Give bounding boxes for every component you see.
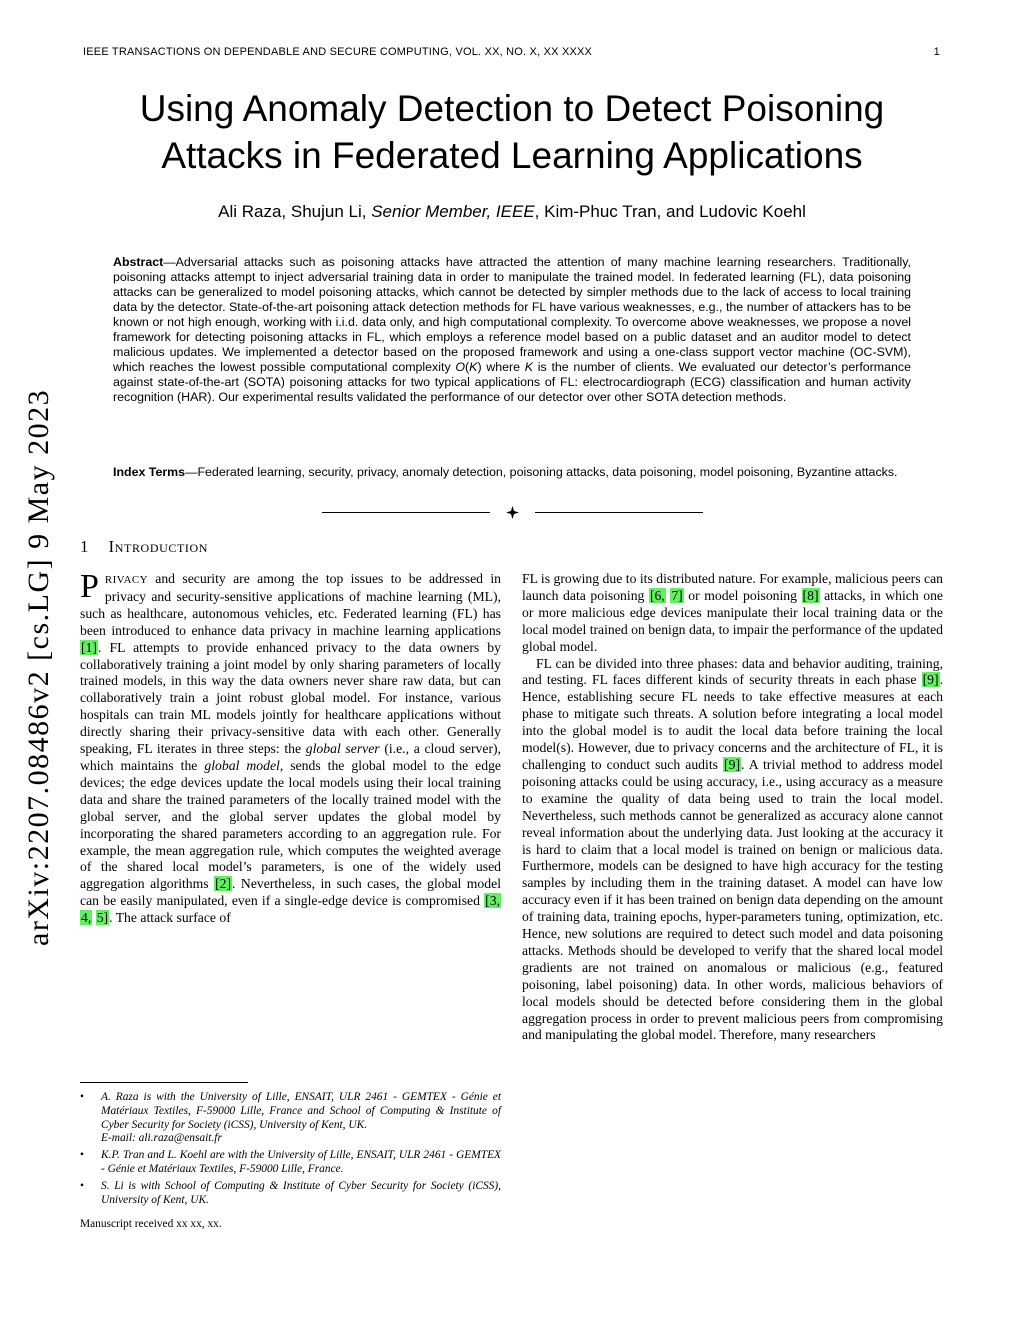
intro-paragraph-1 [80,568,501,927]
footnote-item-3 [80,1180,501,1208]
citation-link[interactable]: 4, [81,910,92,926]
citation-link[interactable]: [9] [922,672,939,688]
citation-link[interactable]: [8] [802,587,819,603]
abstract-text: —Adversarial attacks such as poisoning attacks have attracted the attention of many machine learning researchers. Traditionally, poisoning attacks attempt to inject adversarial training data in order to manipulate the trained model. In federated learning (FL), data poisoning attacks can be generalized to model poisoning attacks, which cannot be detected by simpler methods due to the lack of access to local training data by the detector. State-of-the-art poisoning attack detection methods for FL have various weaknesses, e.g., the number of attackers has to be known or not high enough, working with i.i.d. data only, and high computational complexity. To overcome above weaknesses, we propose a novel framework for detecting poisoning attacks in FL, which employs a reference model based on a public dataset and an auditor model to detect malicious updates. We implemented a detector based on the proposed framework and using a one-class support vector machine (OC-SVM), which reaches the lowest possible computational complexity O(K) where K is the number of clients. We evaluated our detector’s performance against state-of-the-art (SOTA) poisoning attacks for two typical applications of FL: electrocardiograph (ECG) classification and human activity recognition (HAR). Our experimental results validated the performance of our detector over other SOTA detection methods. [113,255,911,404]
divider-rule-right [535,512,703,513]
citation-link[interactable]: 5] [96,910,109,926]
index-terms-text: —Federated learning, security, privacy, anomaly detection, poisoning attacks, data poisoning, model poisoning, Byzantine attacks. [185,465,898,479]
citation-link[interactable]: [1] [81,639,97,655]
intro-paragraph-3: FL can be divided into three phases: data and behavior auditing, training, and testing. FL faces different kinds of security threats in each phase [9]. Hence, establishing secure FL needs to take effective measures at each phase to mitigate such threats. A solution before integrating a local model into the global model is to audit the local data before training the local model(s). However, due to privacy concerns and the architecture of FL, it is challenging to conduct such audits [9]. A trivial method to address model poisoning attacks could be using accuracy, i.e., using accuracy as a measure to examine the quality of data being used to train the local model. Nevertheless, such methods cannot be generalized as accuracy alone cannot reveal information about the underlying data. Just looking at the accuracy it is hard to claim that a local model is trained on benign or malicious data. Furthermore, models can be designed to have high accuracy for the testing samples by including them in the training dataset. A model can have low accuracy even if it has been trained on benign data depending on the amount of training data, training epochs, hyper-parameters tuning, optimization, etc. Hence, new solutions are required to detect such model and data poisoning attacks. Methods should be developed to verify that the shared local model gradients are not trained on anomalous or malicious (e.g., featured poisoning, label poisoning) data. In other words, malicious behaviors of local models should be detected before considering them in the global aggregation process in order to prevent malicious peers from compromising and manipulating the global model. Therefore, many researchers [522,655,943,1043]
arxiv-stamp: arXiv:2207.08486v2 [cs.LG] 9 May 2023 [22,388,55,946]
footnote-item-2 [80,1149,501,1177]
citation-link[interactable]: [6, [649,587,665,603]
drop-cap: P [80,568,99,605]
left-column [80,568,501,927]
section-number: 1 [80,537,89,556]
page-number: 1 [933,46,940,58]
citation-link[interactable]: [2] [215,876,232,892]
intro-paragraph-1-text: RIVACY and security are among the top issues to be addressed in privacy and security-sensitive applications of machine learning (ML), such as healthcare, autonomous vehicles, etc. Federated learning (FL) has been introduced to enhance data privacy in machine learning applications [1]. FL attempts to provide enhanced privacy to the data owners by collaboratively training a joint model by only sharing parameters of locally trained models, in this way the data owners never share raw data, but can collaboratively train a joint robust global model. For instance, various hospitals can train ML models jointly for healthcare applications without directly sharing their privacy-sensitive data with each other. Generally speaking, FL iterates in three steps: the global server (i.e., a cloud server), which maintains the global model, sends the global model to the edge devices; the edge devices update the local models using their local training data and share the trained parameters of the locally trained model with the global server, and the global server updates the global model by incorporating the shared parameters according to an aggregation rule. For example, the mean aggregation rule, which computes the weighted average of the shared local model’s parameters, is one of the widely used aggregation algorithms [2]. Nevertheless, in such cases, the global model can be easily manipulated, even if a single-edge device is compromised [3, 4, 5]. The attack surface of [80,571,501,926]
section-heading-introduction [80,537,208,557]
abstract-label: Abstract [113,255,164,269]
divider-star-icon [506,506,519,519]
bullet-icon: • [80,1091,84,1103]
author-footnotes [80,1082,501,1232]
index-terms-label: Index Terms [113,465,186,479]
divider-rule-left [322,512,490,513]
footnote-item-1 [80,1091,501,1146]
paper-title [50,86,974,179]
right-column [522,571,943,1044]
paper-title-line-1: Using Anomaly Detection to Detect Poisoning [139,88,885,129]
section-title: Introduction [108,537,209,556]
footnote-rule [80,1082,248,1083]
citation-link[interactable]: [9] [724,756,741,772]
bullet-icon: • [80,1149,84,1162]
running-head [83,46,940,58]
author-line: Ali Raza, Shujun Li, Senior Member, IEEE, Kim-Phuc Tran, and Ludovic Koehl [218,202,806,221]
footnote-affiliation-3: S. Li is with School of Computing & Institute of Cyber Security for Society (iCSS), University of Kent, UK. [101,1179,501,1206]
index-terms [113,465,911,480]
intro-paragraph-2: FL is growing due to its distributed nature. For example, malicious peers can launch data poisoning [6, 7] or model poisoning [8] attacks, in which one or more malicious edge devices manipulate their local training data or the local model trained on benign data, to impair the performance of the updated global model. [522,571,944,654]
journal-header: IEEE TRANSACTIONS ON DEPENDABLE AND SECURE COMPUTING, VOL. XX, NO. X, XX XXXX [83,46,593,58]
footnote-affiliation-1: A. Raza is with the University of Lille, ENSAIT, ULR 2461 - GEMTEX - Génie et Matériaux Textiles, F-59000 Lille, France and School of Computing & Institute of Cyber Security for Society (iCSS), University of Kent, UK. [101,1091,501,1131]
bullet-icon: • [80,1179,84,1192]
citation-link[interactable]: 7] [671,587,683,603]
abstract [113,255,911,405]
paper-title-line-2: Attacks in Federated Learning Applications [161,134,863,176]
section-divider [0,506,1024,519]
footnote-affiliation-2: K.P. Tran and L. Koehl are with the University of Lille, ENSAIT, ULR 2461 - GEMTEX - Génie et Matériaux Textiles, F-59000 Lille, France. [101,1149,501,1175]
citation-link[interactable]: [3, [485,893,500,909]
author-email: E-mail: ali.raza@ensait.fr [101,1132,222,1145]
manuscript-note: Manuscript received xx xx, xx. [80,1218,222,1231]
